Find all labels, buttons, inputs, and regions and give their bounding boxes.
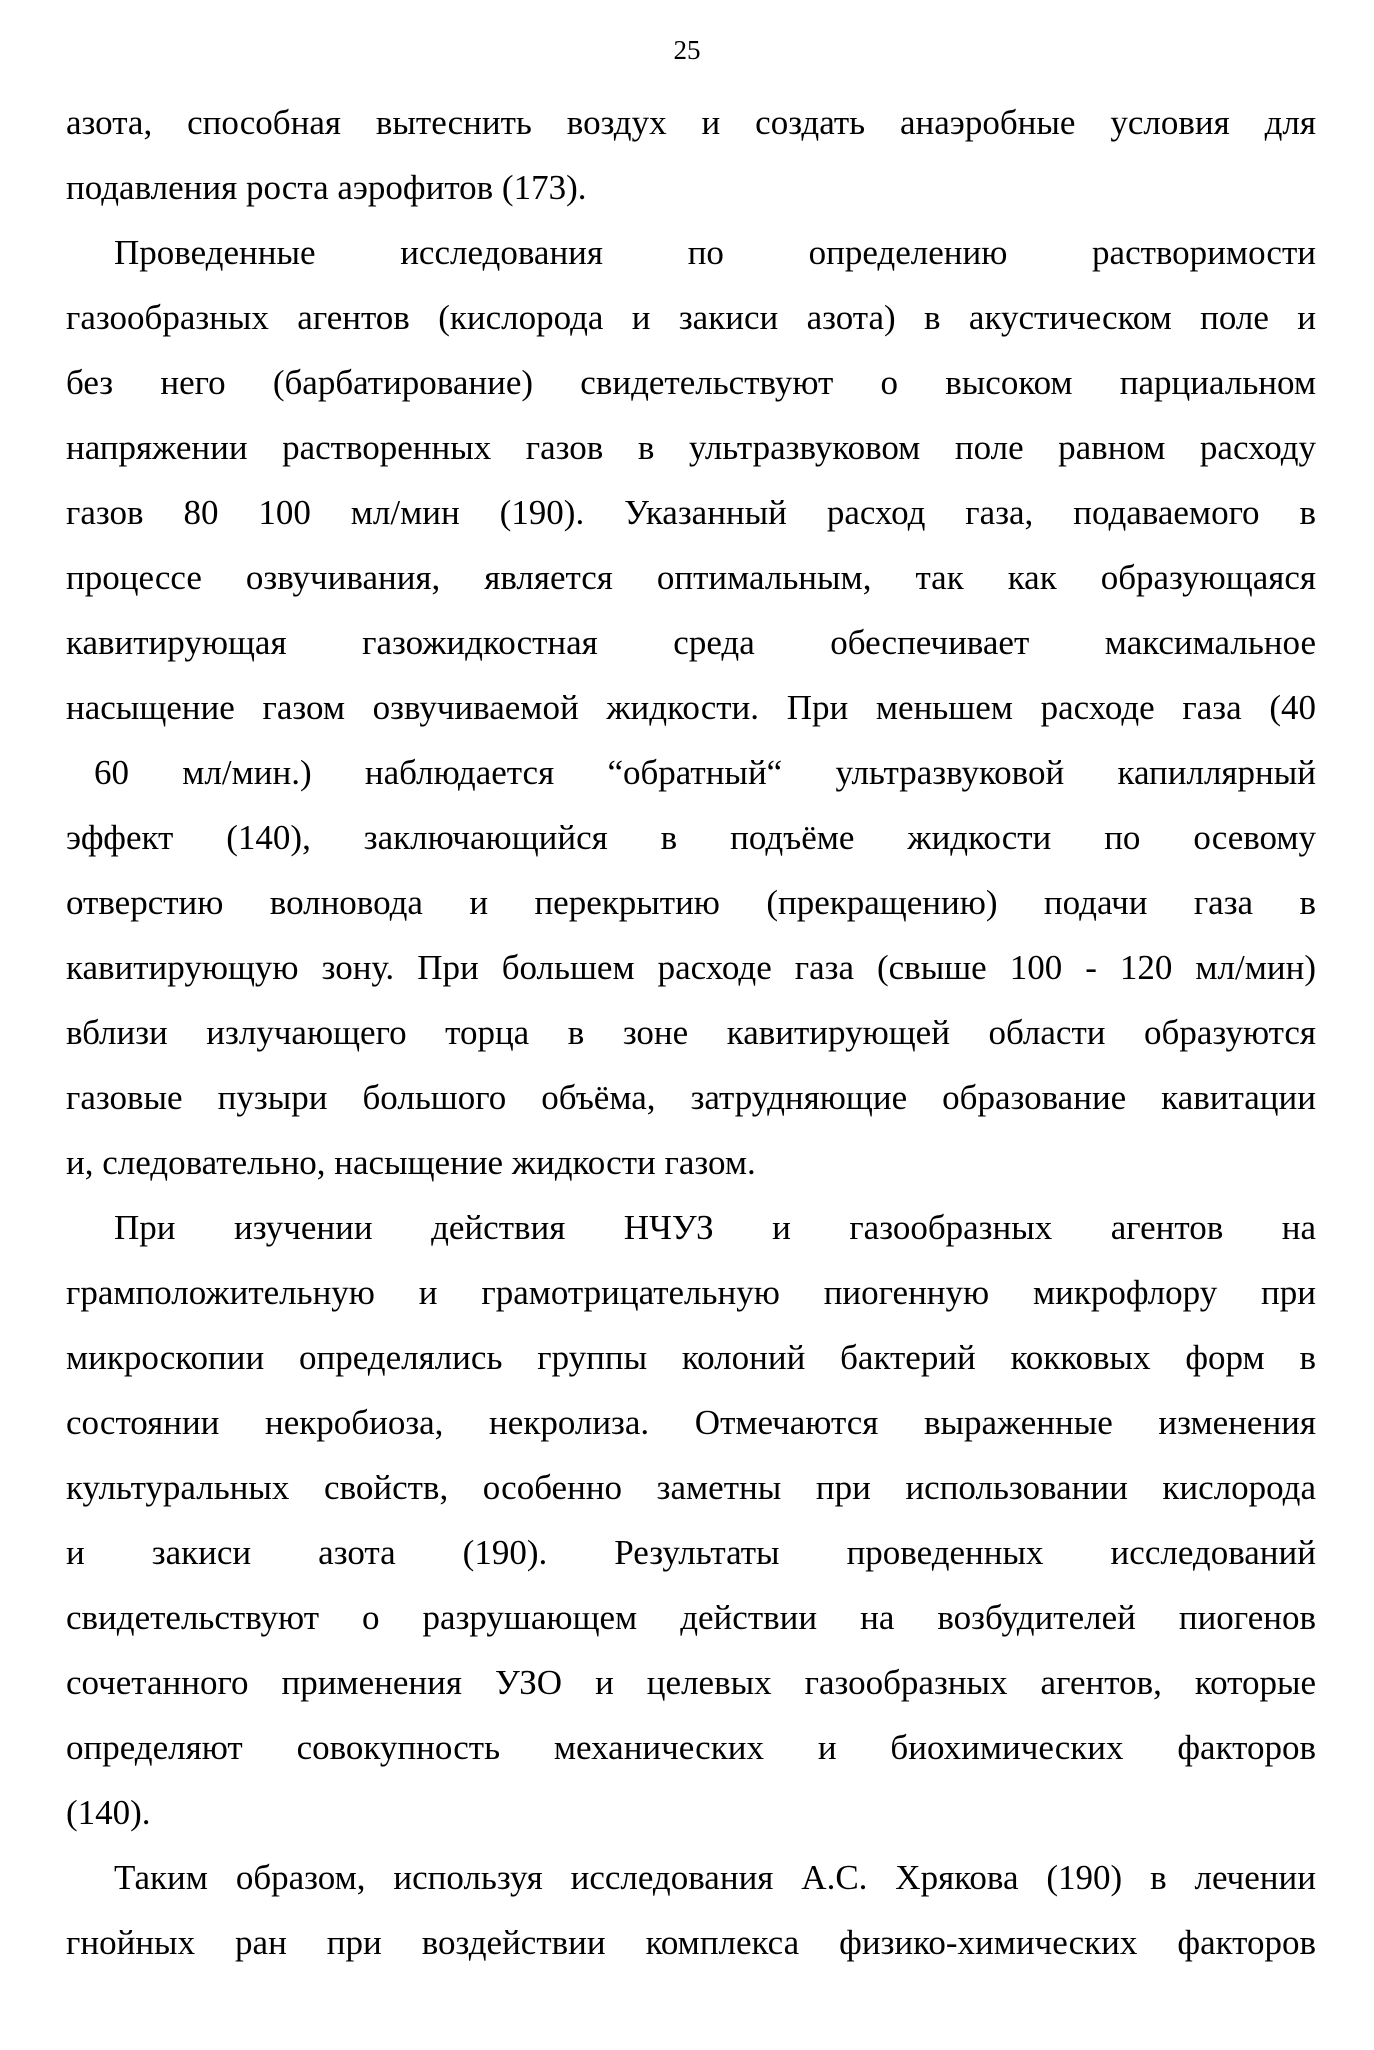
text-line: культуральных свойств, особенно заметны при использовании кислорода	[66, 1468, 1316, 1507]
text-line: При изучении действия НЧУЗ и газообразных агентов на	[114, 1208, 1316, 1247]
text-line: подавления роста аэрофитов (173).	[66, 168, 587, 207]
text-line: кавитирующую зону. При большем расходе газа (свыше 100 - 120 мл/мин)	[66, 948, 1316, 987]
text-line: газовые пузыри большого объёма, затрудняющие образование кавитации	[66, 1078, 1316, 1117]
text-line: кавитирующая газожидкостная среда обеспечивает максимальное	[66, 623, 1316, 662]
text-line: состоянии некробиоза, некролиза. Отмечаются выраженные изменения	[66, 1403, 1316, 1442]
text-line: насыщение газом озвучиваемой жидкости. При меньшем расходе газа (40	[66, 688, 1316, 727]
text-line: определяют совокупность механических и биохимических факторов	[66, 1728, 1316, 1767]
text-line: (140).	[66, 1793, 151, 1832]
page-number: 25	[673, 35, 701, 65]
text-line: эффект (140), заключающийся в подъёме жидкости по осевому	[66, 818, 1316, 857]
text-line: без него (барбатирование) свидетельствуют о высоком парциальном	[66, 363, 1316, 402]
text-line: азота, способная вытеснить воздух и создать анаэробные условия для	[66, 103, 1316, 142]
text-line: 60 мл/мин.) наблюдается “обратный“ ультразвуковой капиллярный	[94, 753, 1316, 792]
text-line: Таким образом, используя исследования А.С. Хрякова (190) в лечении	[114, 1858, 1316, 1897]
body-text	[66, 90, 1316, 1975]
text-line: вблизи излучающего торца в зоне кавитирующей области образуются	[66, 1013, 1316, 1052]
text-line: Проведенные исследования по определению растворимости	[114, 233, 1316, 272]
text-line: гнойных ран при воздействии комплекса физико-химических факторов	[66, 1923, 1316, 1962]
text-line: сочетанного применения УЗО и целевых газообразных агентов, которые	[66, 1663, 1316, 1702]
text-line: микроскопии определялись группы колоний бактерий кокковых форм в	[66, 1338, 1316, 1377]
text-line: свидетельствуют о разрушающем действии на возбудителей пиогенов	[66, 1598, 1316, 1637]
text-line: процессе озвучивания, является оптимальным, так как образующаяся	[66, 558, 1316, 597]
text-line: грамположительную и грамотрицательную пиогенную микрофлору при	[66, 1273, 1316, 1312]
text-line: и закиси азота (190). Результаты проведенных исследований	[66, 1533, 1316, 1572]
text-line: напряжении растворенных газов в ультразвуковом поле равном расходу	[66, 428, 1316, 467]
text-line: газов 80 100 мл/мин (190). Указанный расход газа, подаваемого в	[66, 493, 1316, 532]
text-line: отверстию волновода и перекрытию (прекращению) подачи газа в	[66, 883, 1316, 922]
text-line: газообразных агентов (кислорода и закиси азота) в акустическом поле и	[66, 298, 1316, 337]
text-line: и, следовательно, насыщение жидкости газом.	[66, 1143, 756, 1182]
